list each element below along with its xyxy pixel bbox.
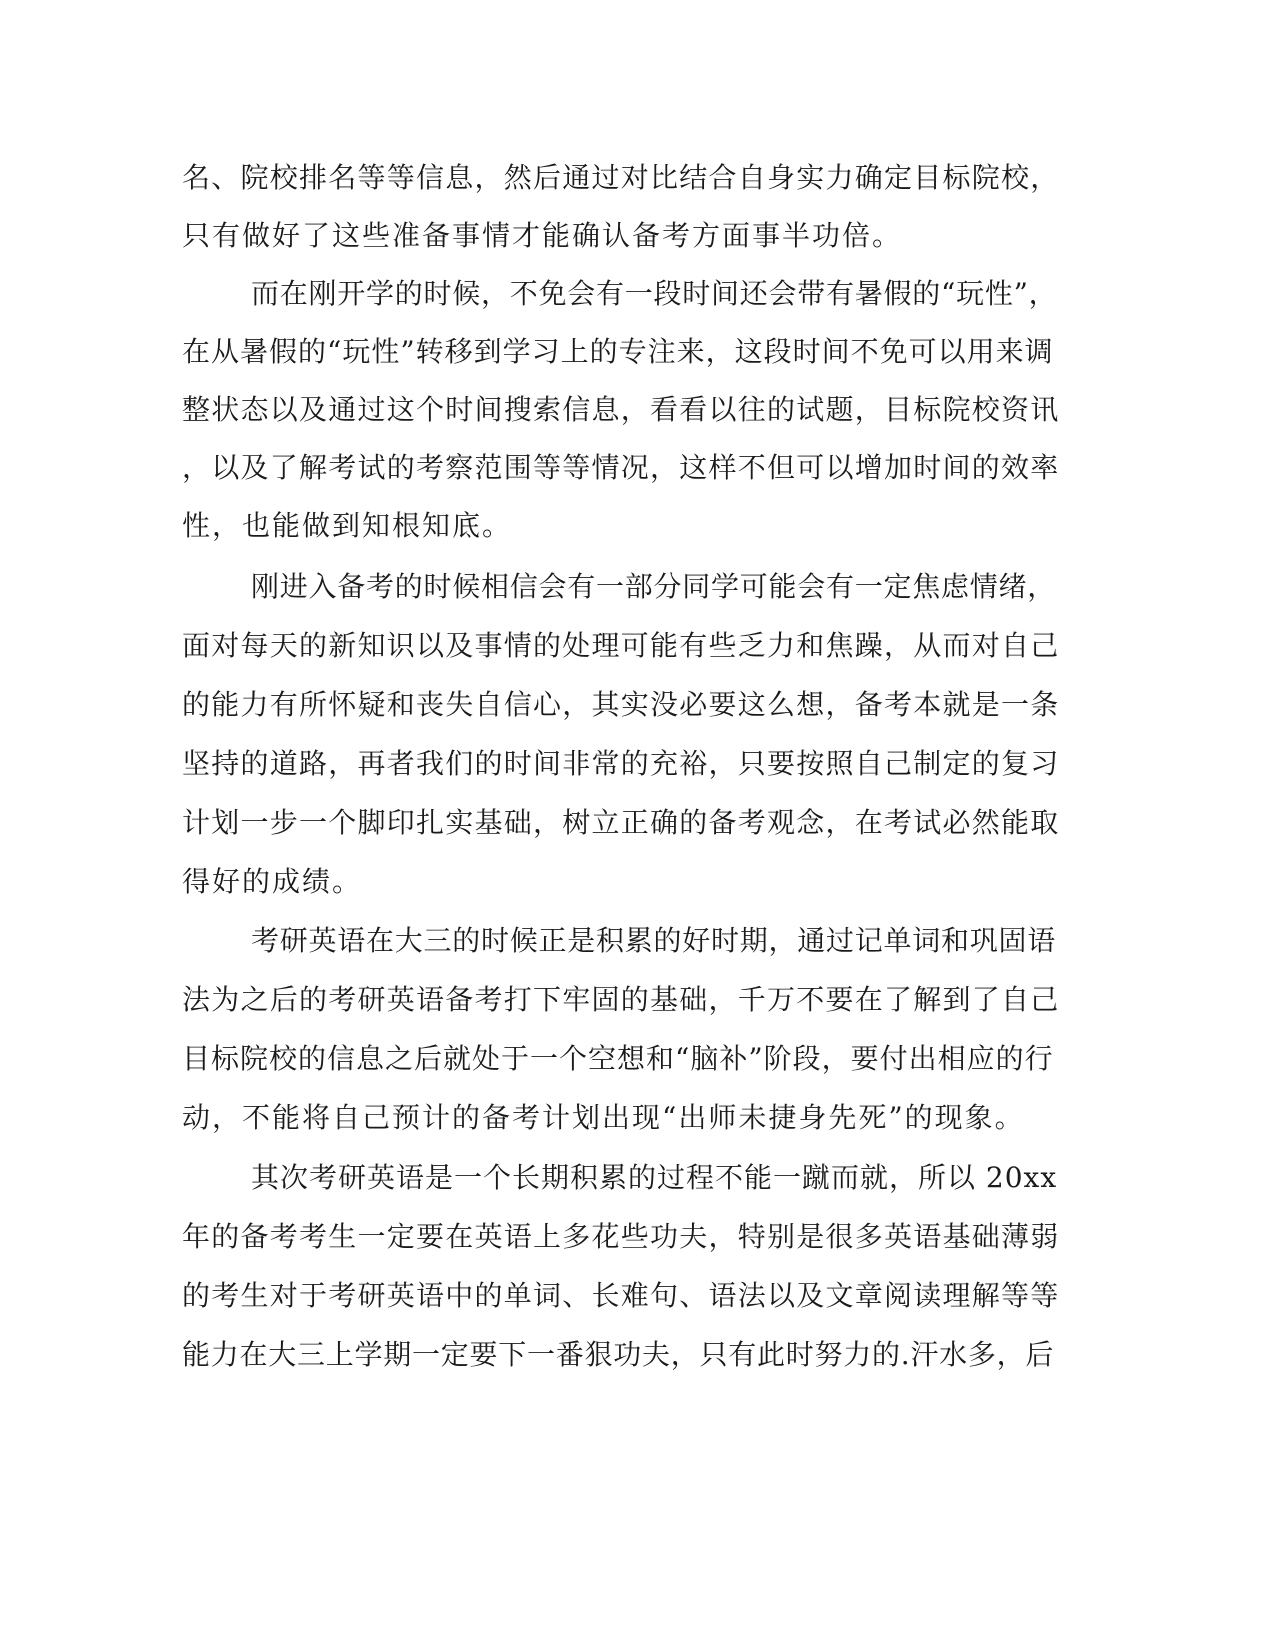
text-line: 整状态以及通过这个时间搜索信息，看看以往的试题，目标院校资讯 [182, 393, 1060, 426]
text-line: 只有做好了这些准备事情才能确认备考方面事半功倍。 [182, 219, 903, 252]
paragraph-first-line: 考研英语在大三的时候正是积累的好时期，通过记单词和巩固语 [251, 924, 1057, 957]
paragraph-first-line: 而在刚开学的时候，不免会有一段时间还会带有暑假的“玩性”， [251, 277, 1058, 310]
text-line: 计划一步一个脚印扎实基础，树立正确的备考观念，在考试必然能取 [182, 806, 1060, 839]
text-line: 的能力有所怀疑和丧失自信心，其实没必要这么想，备考本就是一条 [182, 688, 1060, 721]
text-line: 在从暑假的“玩性”转移到学习上的专注来，这段时间不免可以用来调 [182, 335, 1054, 368]
text-line: 得好的成绩。 [182, 865, 363, 898]
text-line: ，以及了解考试的考察范围等等情况，这样不但可以增加时间的效率 [182, 451, 1060, 484]
text-line: 能力在大三上学期一定要下一番狠功夫，只有此时努力的.汗水多，后 [182, 1338, 1055, 1371]
text-line: 的考生对于考研英语中的单词、长难句、语法以及文章阅读理解等等 [182, 1279, 1060, 1312]
text-line: 性，也能做到知根知底。 [182, 509, 513, 542]
text-line: 年的备考考生一定要在英语上多花些功夫，特别是很多英语基础薄弱 [182, 1220, 1060, 1253]
paragraph-first-line: 其次考研英语是一个长期积累的过程不能一蹴而就，所以 20xx [251, 1161, 1058, 1194]
text-line: 名、院校排名等等信息，然后通过对比结合自身实力确定目标院校， [182, 161, 1060, 194]
text-line: 坚持的道路，再者我们的时间非常的充裕，只要按照自己制定的复习 [182, 747, 1060, 780]
text-line: 面对每天的新知识以及事情的处理可能有些乏力和焦躁，从而对自己 [182, 629, 1060, 662]
paragraph-first-line: 刚进入备考的时候相信会有一部分同学可能会有一定焦虑情绪， [251, 570, 1057, 603]
text-line: 目标院校的信息之后就处于一个空想和“脑补”阶段，要付出相应的行 [182, 1042, 1054, 1075]
text-line: 法为之后的考研英语备考打下牢固的基础，千万不要在了解到了自己 [182, 983, 1060, 1016]
text-line: 动，不能将自己预计的备考计划出现“出师未捷身先死”的现象。 [182, 1101, 1025, 1134]
